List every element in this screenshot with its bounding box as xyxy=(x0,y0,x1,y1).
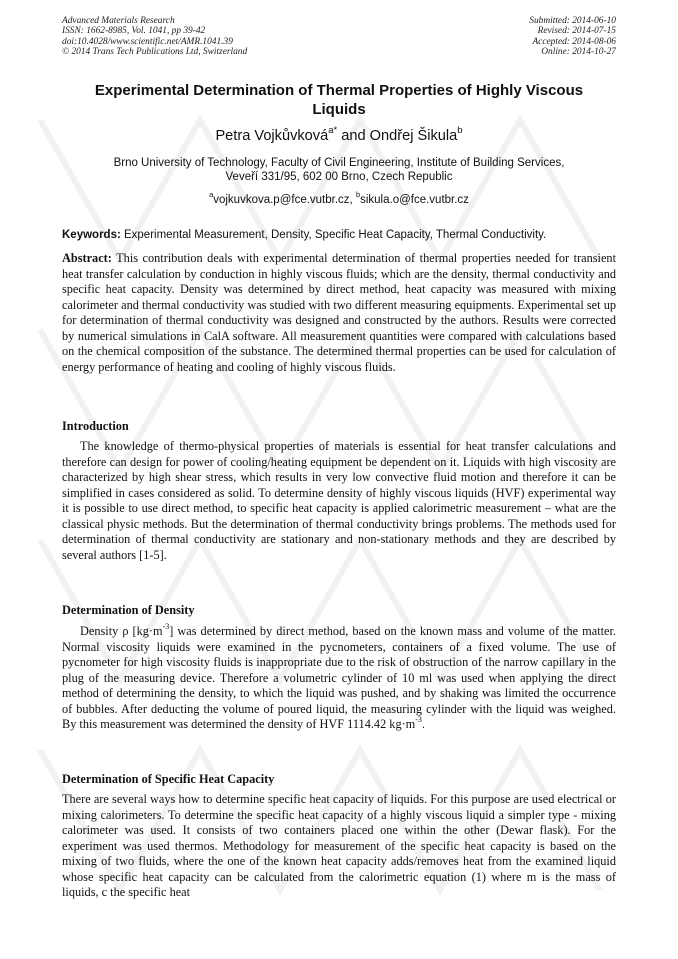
author-conjunction: and xyxy=(337,128,370,144)
affiliation xyxy=(62,156,616,184)
email-link[interactable]: sikula.o@fce.vutbr.cz xyxy=(360,194,469,206)
affiliation-line: Brno University of Technology, Faculty of Civil Engineering, Institute of Building Services, xyxy=(113,157,565,169)
author-affiliation-mark: b xyxy=(457,124,463,136)
author-emails xyxy=(62,190,616,207)
publication-info xyxy=(62,16,247,58)
submitted-date: Submitted: 2014-06-10 xyxy=(529,16,616,26)
author-name: Ondřej Šikula xyxy=(369,128,458,144)
keywords xyxy=(62,228,616,242)
accepted-date: Accepted: 2014-08-06 xyxy=(532,36,616,47)
heat-capacity-paragraph: There are several ways how to determine specific heat capacity of liquids. For this purpose are used electrical or mixing calorimeters. To determine the specific heat capacity of a highly viscous liquid a simpler type - mixing calorimeter was used. It consists of two containers placed one within the other (Dewar flask). For the experiment was used thermos. Methodology for measurement of the specific heat capacity is based on the mixing of two fluids, where the one of the known heat capacity adds/removes heat from the examined liquid whose specific heat capacity can be calculated from the calorimetric equation (1) where m is the mass of liquids, c the specific heat xyxy=(62,792,616,899)
density-text: ] was determined by direct method, based on the known mass and volume of the matter. Normal viscosity liquids were examined in the pycnometers, containers of a fixed volume. The use of pycnometer for high viscosity fluids is inappropriate due to the risk of obstruction of the narrow capillary in the plug of the measuring device. Therefore a volumetric cylinder of 10 ml was used when applying the direct method of determining the density, to which the liquid was pushed, and by shaking was limited the occurrence of bubbles. After deducting the volume of poured liquid, the measuring cylinder with the liquid was weighed. By this measurement was determined the density of HVF 1114.42 kg·m xyxy=(62,624,616,731)
section-heading-density: Determination of Density xyxy=(62,603,195,617)
keywords-text: Experimental Measurement, Density, Specific Heat Capacity, Thermal Conductivity. xyxy=(120,229,547,241)
paper-title: Experimental Determination of Thermal Properties of Highly Viscous Liquids xyxy=(94,82,584,118)
email-mark: a xyxy=(209,190,214,200)
revised-date: Revised: 2014-07-15 xyxy=(537,26,616,37)
density-paragraph xyxy=(62,621,616,733)
copyright-line: © 2014 Trans Tech Publications Ltd, Switzerland xyxy=(62,47,248,58)
online-date: Online: 2014-10-27 xyxy=(541,47,616,58)
email-separator: , xyxy=(349,194,356,206)
introduction-paragraph: The knowledge of thermo-physical properties of materials is essential for heat transfer calculations and therefore can design for power of cooling/heating equipment be dependent on it. Liquids with high viscosity are characterized by high shear stress, which results in very low convective fluid motion and therefore it can be simplified in cases considered as solid. To determine density of highly viscous liquids (HVF) experimental way it is possible to use direct method, to specific heat capacity is applied calorimetric measurement – what are the classical physic methods. But the determination of thermal conductivity brings problems. The methods used for determination of thermal conductivity are stationary and non-stationary methods and they are described by several authors [1-5]. xyxy=(62,439,616,562)
abstract-label: Abstract: xyxy=(62,251,112,265)
density-text: Density ρ [kg·m xyxy=(80,624,163,638)
abstract-text: This contribution deals with experimental determination of thermal properties needed for transient heat transfer calculation by conduction in highly viscous fluids; which are the density, thermal conductivity and specific heat capacity. Density was determined by direct method, heat capacity was measured with mixing calorimeter and thermal conductivity was studied with two different measuring equipments. Experimental set up for determination of thermal conductivity was designed and constructed by the authors. Results were corrected by numerical simulations in CalA software. All measurement quantities were compared with calculations based on the chemical composition of the substance. The determined thermal properties can be used for calculation of energy performance of heating and cooling of highly viscous fluids. xyxy=(62,251,616,374)
issn-line: ISSN: 1662-8985, Vol. 1041, pp 39-42 xyxy=(62,26,206,37)
author-name: Petra Vojkůvková xyxy=(215,128,329,144)
author-list xyxy=(62,124,616,145)
publication-dates xyxy=(529,16,616,58)
unit-exponent: -3 xyxy=(162,621,170,631)
section-heading-heat-capacity: Determination of Specific Heat Capacity xyxy=(62,772,275,786)
journal-name: Advanced Materials Research xyxy=(62,16,175,26)
doi-line: doi:10.4028/www.scientific.net/AMR.1041.39 xyxy=(62,36,233,47)
email-link[interactable]: vojkuvkova.p@fce.vutbr.cz xyxy=(213,194,350,206)
keywords-label: Keywords: xyxy=(62,229,121,241)
email-mark: b xyxy=(355,190,361,200)
density-text: . xyxy=(421,717,425,731)
section-heading-introduction: Introduction xyxy=(62,419,129,433)
affiliation-line: Veveří 331/95, 602 00 Brno, Czech Republic xyxy=(225,171,453,183)
unit-exponent: -3 xyxy=(415,714,422,724)
abstract xyxy=(62,251,616,375)
author-affiliation-mark: a* xyxy=(328,124,338,136)
